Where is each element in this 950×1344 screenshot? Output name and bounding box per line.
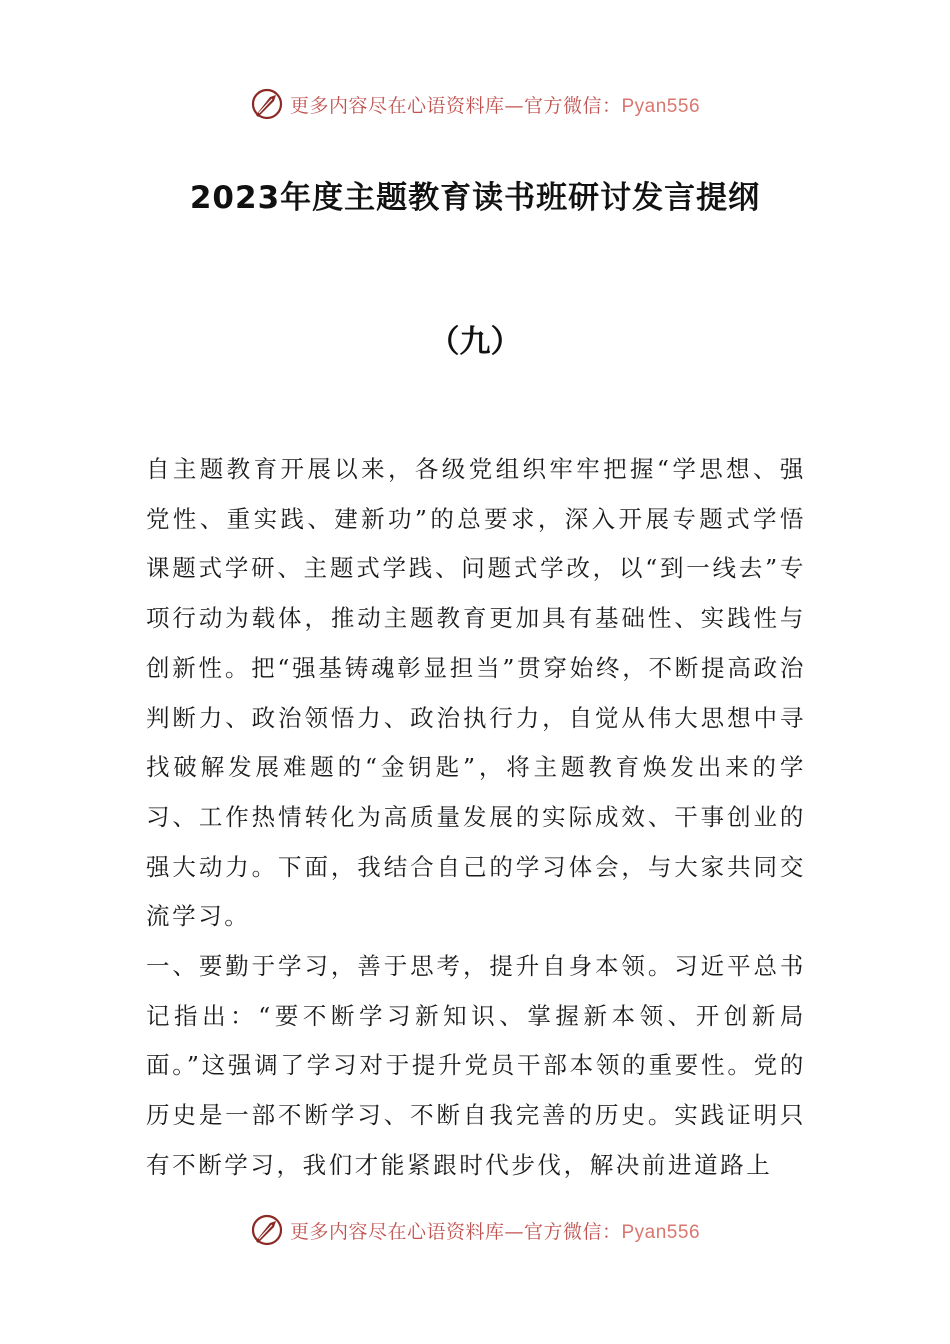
document-subtitle: （九） [428, 324, 522, 360]
watermark-handle: Pyan556 [621, 1221, 701, 1243]
paragraph-intro: 自主题教育开展以来，各级党组织牢牢把握“学思想、强党性、重实践、建新功”的总要求，深入开展专题式学悟课题式学研、主题式学践、问题式学改，以“到一线去”专项行动为载体，推动主题教育更加具有基础性、实践性与创新性。把“强基铸魂彰显担当”贯穿始终，不断提高政治判断力、政治领悟力、政治执行力，自觉从伟大思想中寻找破解发展难题的“金钥匙”，将主题教育焕发出来的学习、工作热情转化为高质量发展的实际成效、干事创业的强大动力。下面，我结合自己的学习体会，与大家共同交流学习。 [146, 455, 806, 931]
watermark-text: 更多内容尽在心语资料库—官方微信：Pyan556 [289, 1220, 701, 1243]
paragraph-section-1: 一、要勤于学习，善于思考，提升自身本领。习近平总书记指出：“要不断学习新知识、掌握新本领、开创新局面。”这强调了学习对于提升党员干部本领的重要性。党的历史是一部不断学习、不断自我完善的历史。实践证明只有不断学习，我们才能紧跟时代步伐，解决前进道路上 [146, 952, 806, 1179]
watermark-footer [0, 1210, 950, 1250]
pen-nib-logo-icon [250, 1213, 284, 1247]
pen-nib-logo-icon [250, 87, 284, 121]
watermark-header [0, 84, 950, 124]
watermark-handle: Pyan556 [621, 95, 701, 117]
document-title: 2023年度主题教育读书班研讨发言提纲 [189, 180, 761, 216]
watermark-text: 更多内容尽在心语资料库—官方微信：Pyan556 [289, 94, 701, 117]
document-body [146, 445, 806, 1191]
